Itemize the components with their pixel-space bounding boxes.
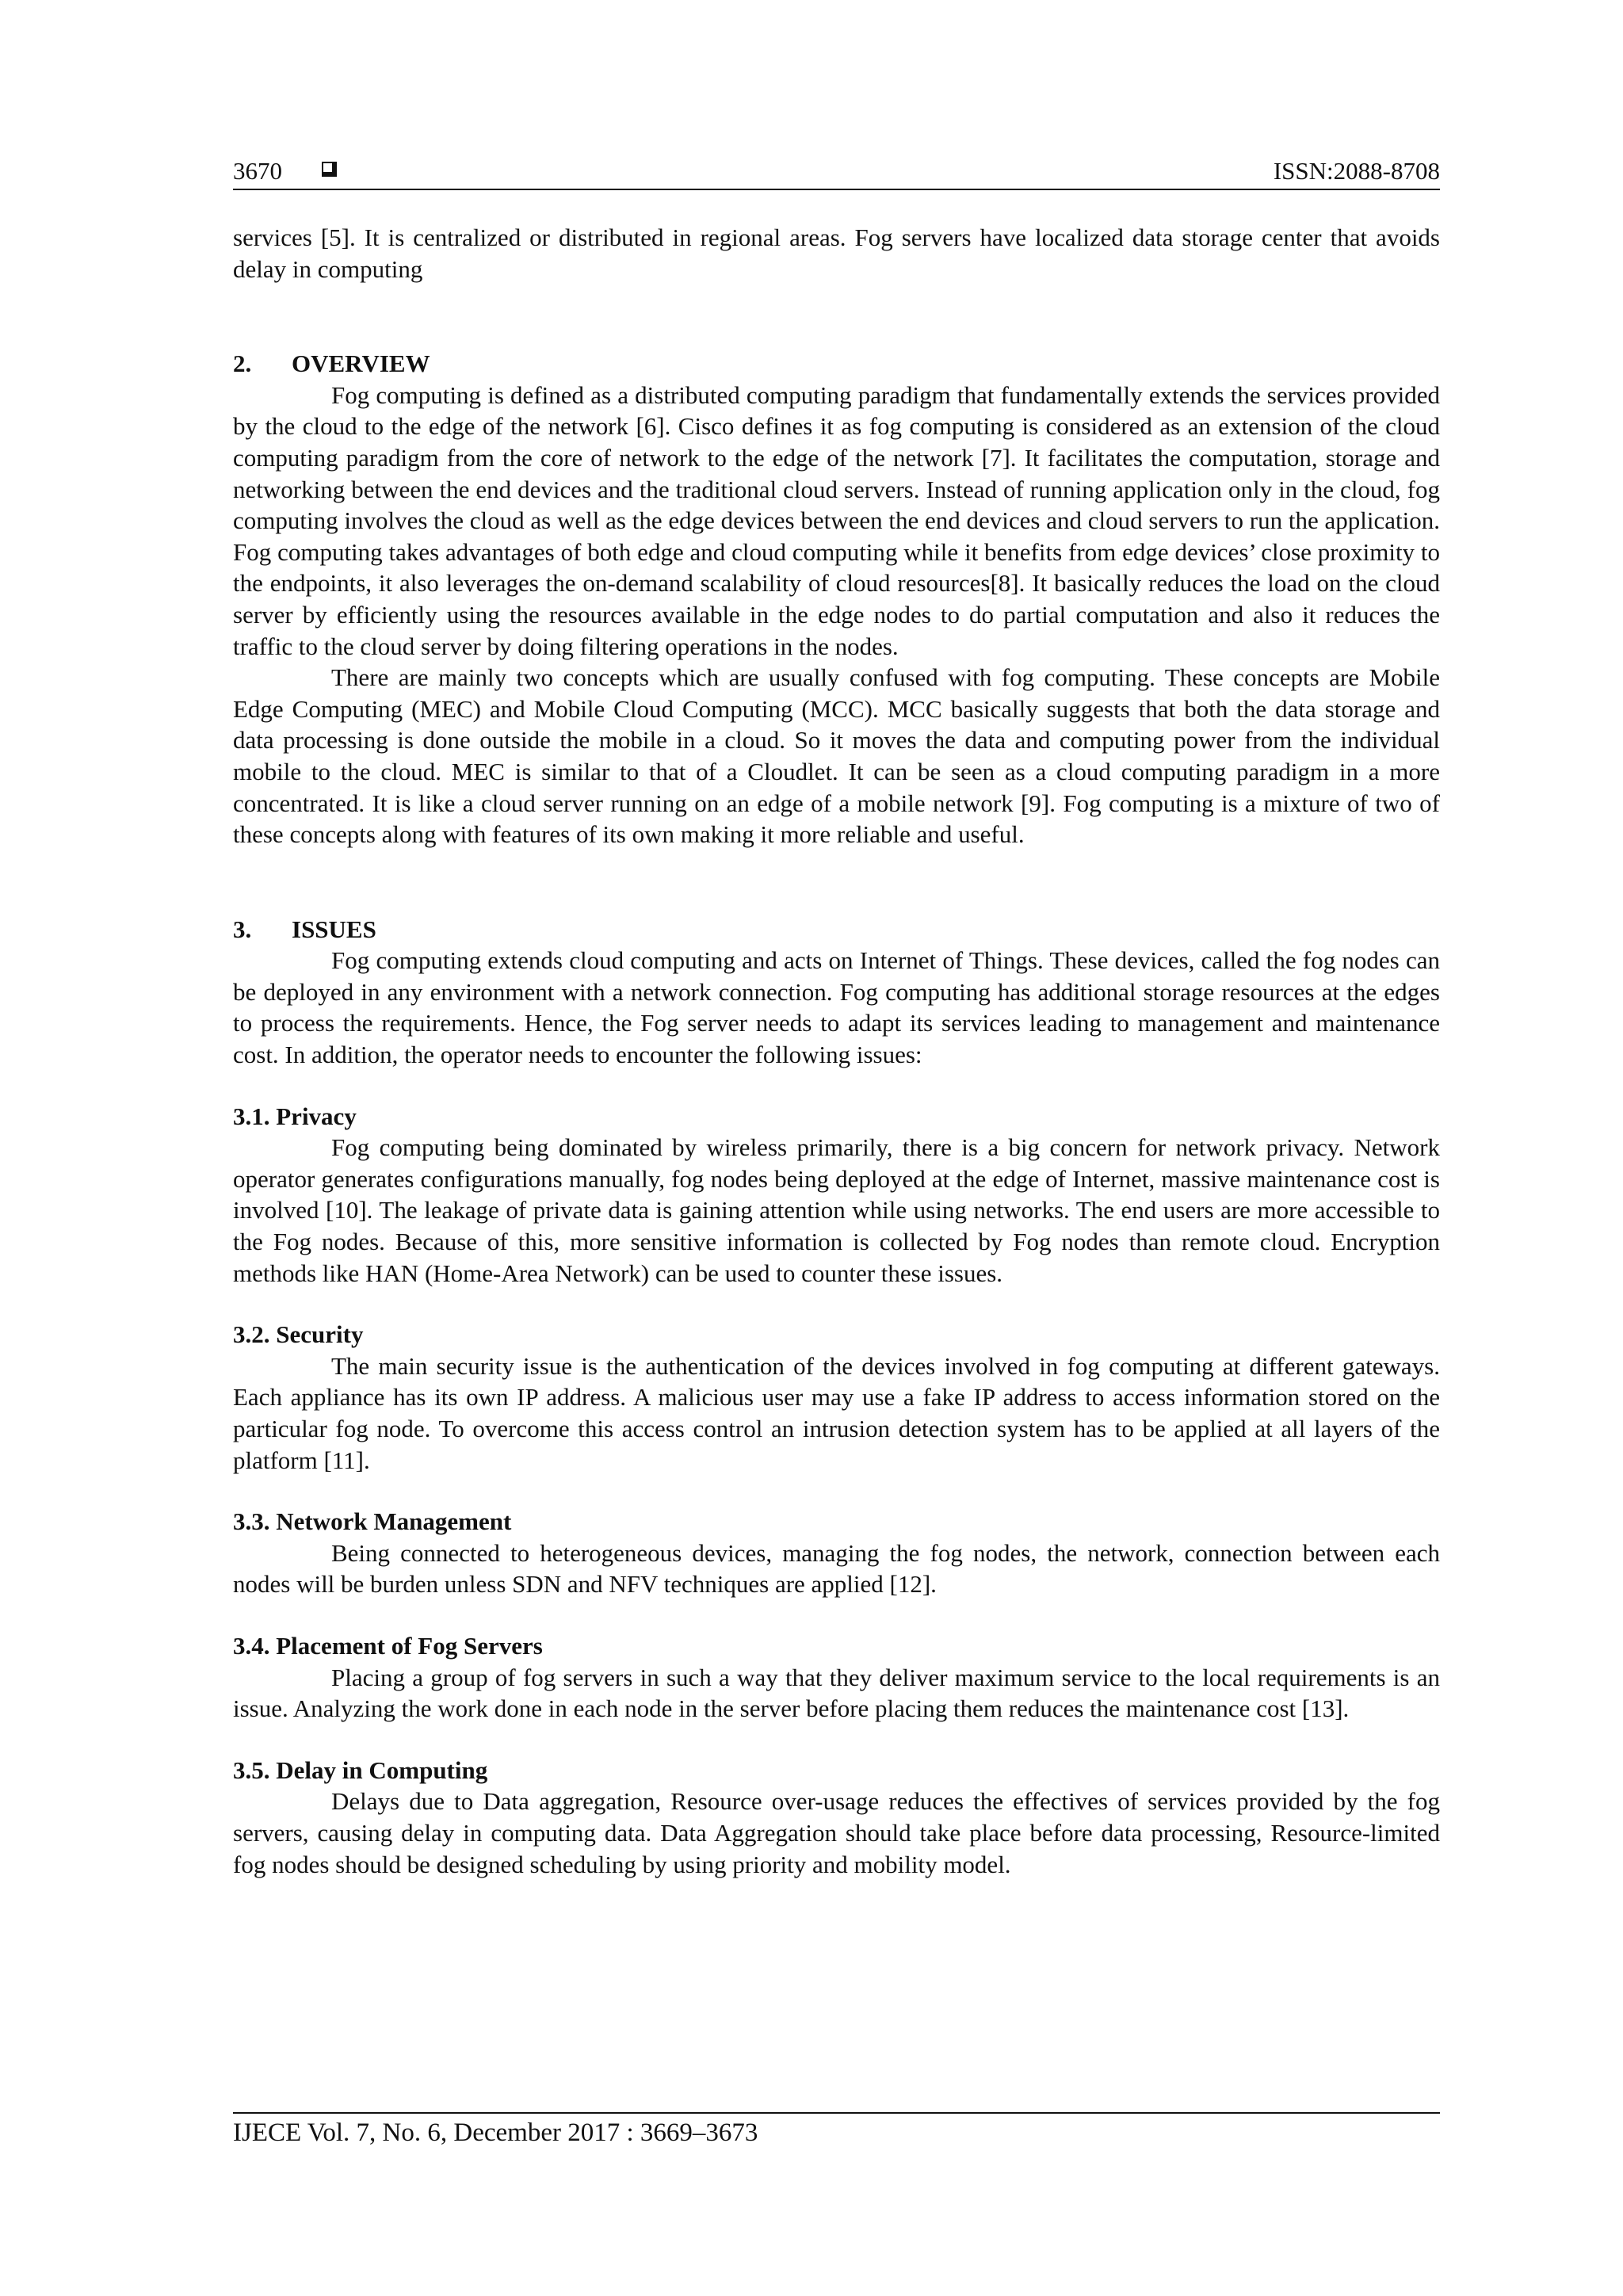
subsection-heading-privacy: 3.1. Privacy [233,1102,357,1130]
footer-citation: IJECE Vol. 7, No. 6, December 2017 : 3669–3673 [233,2118,758,2147]
issn-label: ISSN:2088-8708 [1273,157,1440,185]
page-number: 3670 [233,157,282,185]
network-management-paragraph: Being connected to heterogeneous devices, managing the fog nodes, the network, connection between each nodes will be burden unless SDN and NFV techniques are applied [12]. [233,1538,1440,1599]
overview-paragraph: There are mainly two concepts which are usually confused with fog computing. These concepts are Mobile Edge Computing (MEC) and Mobile Cloud Computing (MCC). MCC basically suggests that both the data storage and data processing is done outside the mobile in a cloud. So it moves the data and computing power from the individual mobile to the cloud. MEC is similar to that of a Cloudlet. It can be seen as a cloud computing paradigm in a more concentrated. It is like a cloud server running on an edge of a mobile network [9]. Fog computing is a mixture of two of these concepts along with features of its own making it more reliable and useful. [233,663,1440,849]
subsection-spacer [233,1289,1440,1319]
page-header [233,154,1440,189]
subsection-spacer [233,1476,1440,1506]
issues-paragraph: Fog computing extends cloud computing and acts on Internet of Things. These devices, called the fog nodes can be deployed in any environment with a network connection. Fog computing has additional storage resources at the edges to process the requirements. Hence, the Fog server needs to adapt its services leading to management and maintenance cost. In addition, the operator needs to encounter the following issues: [233,946,1440,1069]
body-content [233,222,1440,1880]
subsection-spacer [233,1600,1440,1630]
subsection-spacer [233,1725,1440,1755]
security-paragraph: The main security issue is the authentication of the devices involved in fog computing at different gateways. Each appliance has its own IP address. A malicious user may use a fake IP address to access information stored on the particular fog node. To overcome this access control an intrusion detection system has to be applied at all layers of the platform [11]. [233,1351,1440,1474]
delay-paragraph: Delays due to Data aggregation, Resource over-usage reduces the effectives of services provided by the fog servers, causing delay in computing data. Data Aggregation should take place before data processing, Resource-limited fog nodes should be designed scheduling by using priority and mobility model. [233,1787,1440,1878]
section-number: 2. [233,350,252,378]
footer-rule [233,2112,1440,2114]
section-spacer [233,285,1440,348]
section-heading-issues [233,914,1440,946]
section-title: OVERVIEW [292,350,430,378]
subsection-heading-placement: 3.4. Placement of Fog Servers [233,1631,543,1660]
placement-paragraph: Placing a group of fog servers in such a way that they deliver maximum service to the local requirements is an issue. Analyzing the work done in each node in the server before placing them reduces the maintenance cost [13]. [233,1663,1440,1723]
subsection-heading-security: 3.2. Security [233,1320,364,1349]
subsection-heading-network-management: 3.3. Network Management [233,1507,512,1536]
section-heading-overview [233,348,1440,380]
overview-paragraph: Fog computing is defined as a distributed computing paradigm that fundamentally extends the services provided by the cloud to the edge of the network [6]. Cisco defines it as fog computing is considered as an extension of the cloud computing paradigm from the core of network to the edge of the network [7]. It facilitates the computation, storage and networking between the end devices and the traditional cloud servers. Instead of running application only in the cloud, fog computing involves the cloud as well as the edge devices between the end devices and cloud servers to run the application. Fog computing takes advantages of both edge and cloud computing while it benefits from edge devices’ close proximity to the endpoints, it also leverages the on-demand scalability of cloud resources[8]. It basically reduces the load on the cloud server by efficiently using the resources available in the edge nodes to do partial computation and also it reduces the traffic to the cloud server by doing filtering operations in the nodes. [233,380,1440,660]
privacy-paragraph: Fog computing being dominated by wireless primarily, there is a big concern for network privacy. Network operator generates configurations manually, fog nodes being deployed at the edge of Internet, massive maintenance cost is involved [10]. The leakage of private data is gaining attention while using networks. The end users are more accessible to the Fog nodes. Because of this, more sensitive information is collected by Fog nodes than remote cloud. Encryption methods like HAN (Home-Area Network) can be used to counter these issues. [233,1133,1440,1287]
subsection-heading-delay: 3.5. Delay in Computing [233,1755,488,1784]
intro-continuation-paragraph: services [5]. It is centralized or distributed in regional areas. Fog servers have localized data storage center that avoids delay in computing [233,223,1440,283]
section-spacer [233,850,1440,914]
section-number: 3. [233,915,252,943]
header-rule [233,189,1440,190]
section-title: ISSUES [292,915,376,943]
subsection-spacer [233,1071,1440,1101]
shadowed-box-icon [322,162,337,177]
